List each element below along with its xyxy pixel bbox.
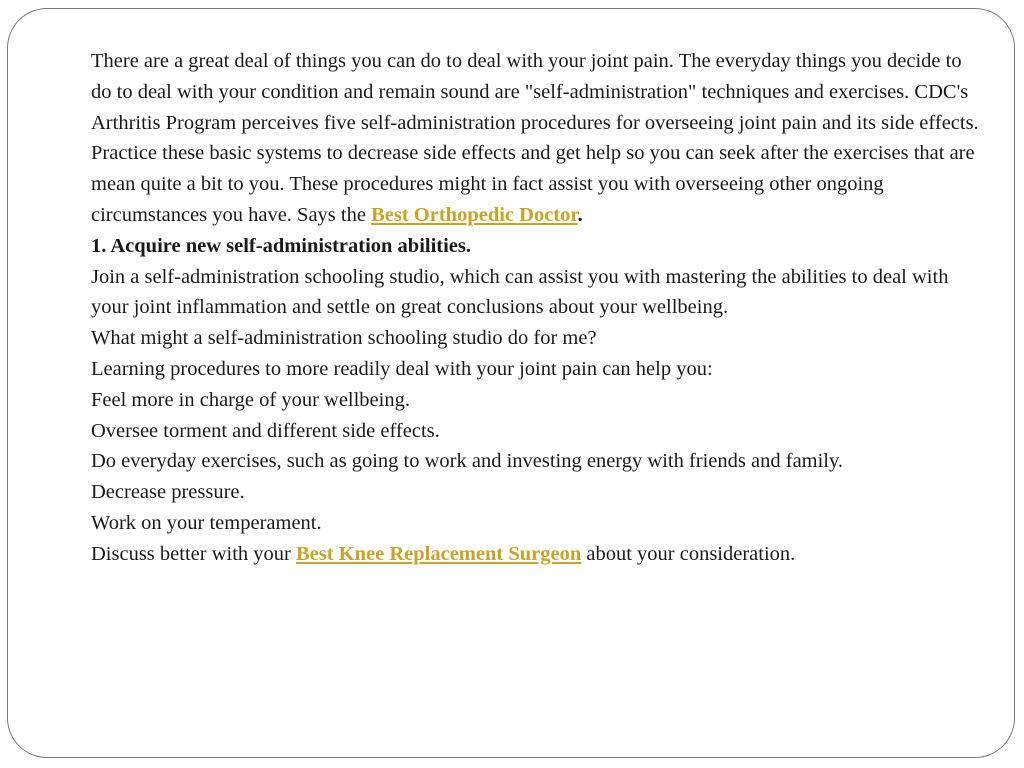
practice-paragraph: [91, 138, 981, 230]
orthopedic-doctor-link[interactable]: Best Orthopedic Doctor: [371, 203, 578, 226]
discuss-text: Discuss better with your: [91, 542, 296, 565]
knee-surgeon-link[interactable]: Best Knee Replacement Surgeon: [295, 542, 582, 565]
benefit-line: Decrease pressure.: [91, 481, 245, 504]
discuss-text-end: about your consideration.: [581, 542, 796, 565]
intro-paragraph: There are a great deal of things you can do to deal with your joint pain. The everyday things you decide to do to deal with your condition and remain sound are "self-administration" techniques and exercises. CDC's Arthritis Program perceives five self-administration procedures for overseeing joint pain and its side effects.: [91, 50, 979, 134]
question-line: What might a self-administration schooling studio do for me?: [91, 327, 597, 350]
benefit-line: Work on your temperament.: [91, 511, 322, 534]
benefit-line: Feel more in charge of your wellbeing.: [91, 388, 410, 411]
join-paragraph: Join a self-administration schooling studio, which can assist you with mastering the abilities to deal with your joint inflammation and settle on great conclusions about your wellbeing.: [91, 265, 949, 319]
benefit-line: Oversee torment and different side effects.: [91, 419, 440, 442]
benefit-line: Do everyday exercises, such as going to work and investing energy with friends and family.: [91, 450, 844, 473]
section-heading: 1. Acquire new self-administration abilities.: [91, 234, 472, 257]
practice-text: Practice these basic systems to decrease side effects and get help so you can seek after the exercises that are mean quite a bit to you. These procedures might in fact assist you with overseeing other ongoing circumstances you have. Says the: [91, 142, 975, 226]
slide-content: [91, 46, 981, 570]
practice-period: .: [577, 203, 583, 226]
slide-frame: [7, 8, 1015, 758]
discuss-paragraph: [91, 539, 981, 570]
learning-line: Learning procedures to more readily deal with your joint pain can help you:: [91, 357, 713, 380]
